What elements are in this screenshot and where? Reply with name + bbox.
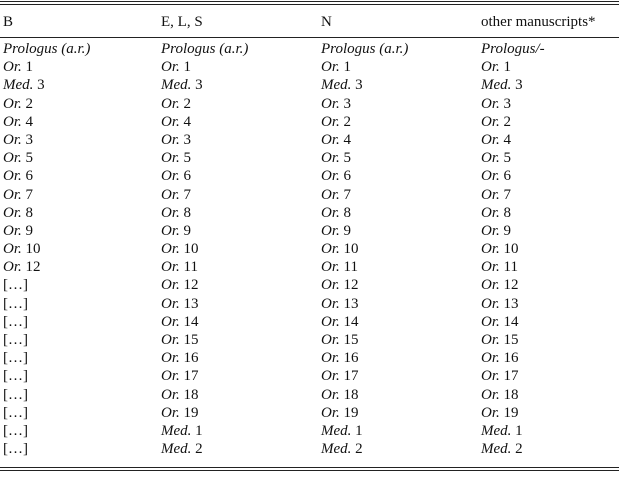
cell-number: 17 (183, 368, 199, 385)
cell-number: 9 (343, 222, 352, 239)
cell-label: […] (3, 422, 28, 439)
table-cell (161, 40, 248, 58)
cell-label: Or. (481, 131, 500, 148)
cell-label: […] (3, 350, 28, 367)
cell-label: Or. (481, 277, 500, 294)
cell-label: Or. (321, 277, 340, 294)
table-row (0, 40, 619, 58)
table-cell (3, 295, 28, 313)
header-row (0, 14, 619, 34)
table-cell (481, 331, 519, 349)
cell-label: Med. (161, 422, 192, 439)
top-rule-1 (0, 1, 619, 2)
cell-number: 13 (343, 295, 359, 312)
header-n: N (321, 14, 332, 30)
cell-number: 14 (503, 313, 519, 330)
table-row (0, 276, 619, 294)
cell-label: Prologus (a.r.) (3, 41, 91, 57)
cell-label: Or. (481, 386, 500, 403)
cell-label: Or. (321, 386, 340, 403)
cell-number: 4 (183, 113, 192, 130)
table-cell (321, 186, 351, 204)
cell-number: 5 (183, 150, 192, 167)
table-cell (481, 186, 511, 204)
cell-label: Or. (481, 368, 500, 385)
table-cell (3, 40, 90, 58)
table-cell (481, 222, 511, 240)
cell-label: Or. (3, 113, 22, 130)
cell-label: Or. (3, 186, 22, 203)
table-cell (481, 440, 523, 458)
cell-label: Or. (321, 368, 340, 385)
table-row (0, 113, 619, 131)
table-row (0, 76, 619, 94)
table-row (0, 331, 619, 349)
table-cell (3, 240, 41, 258)
cell-number: 2 (515, 441, 523, 458)
cell-number: 5 (25, 150, 34, 167)
cell-label: Or. (161, 131, 180, 148)
table-cell (161, 149, 191, 167)
cell-label: Or. (321, 241, 340, 258)
cell-number: 10 (25, 241, 41, 258)
table-cell (321, 95, 351, 113)
header-b: B (3, 14, 14, 30)
cell-number: 5 (343, 150, 352, 167)
cell-label: Or. (321, 150, 340, 167)
cell-label: Or. (321, 332, 340, 348)
cell-number: 4 (503, 131, 512, 148)
table-cell (321, 295, 359, 313)
cell-number: 16 (183, 350, 199, 367)
table-row (0, 422, 619, 440)
cell-number: 9 (183, 222, 192, 239)
cell-number: 12 (25, 259, 41, 276)
table-row (0, 258, 619, 276)
cell-number: 10 (343, 241, 359, 258)
table-cell (321, 40, 408, 58)
table-cell (481, 167, 511, 185)
cell-label: Or. (161, 204, 180, 221)
table-cell (321, 222, 351, 240)
table-cell (161, 331, 199, 349)
cell-label: Or. (321, 204, 340, 221)
table-cell (321, 167, 351, 185)
cell-label: Or. (481, 332, 500, 348)
cell-label: Med. (161, 441, 192, 458)
cell-label: Med. (3, 77, 34, 94)
cell-number: 11 (183, 259, 198, 276)
cell-number: 1 (503, 59, 512, 76)
cell-label: Med. (481, 422, 512, 439)
table-cell (3, 113, 33, 131)
cell-label: Or. (161, 150, 180, 167)
table-cell (3, 276, 28, 294)
table-cell (3, 131, 33, 149)
cell-label: Prologus (a.r.) (161, 41, 249, 57)
table-cell (321, 58, 351, 76)
cell-number: 7 (343, 186, 352, 203)
table-cell (3, 149, 33, 167)
table-cell (3, 222, 33, 240)
cell-number: 8 (25, 204, 34, 221)
cell-number: 8 (343, 204, 352, 221)
table-cell (481, 276, 519, 294)
header-other-manuscripts: other manuscripts* (481, 14, 596, 30)
cell-number: 12 (343, 277, 359, 294)
table-row (0, 240, 619, 258)
cell-number: 3 (503, 95, 512, 112)
cell-number: 16 (503, 350, 519, 367)
table-cell (161, 186, 191, 204)
table-row (0, 386, 619, 404)
table-cell (3, 404, 28, 422)
table-cell (321, 276, 359, 294)
table-cell (481, 386, 519, 404)
cell-label: Or. (3, 222, 22, 239)
table-cell (161, 295, 199, 313)
top-rule-2 (0, 4, 619, 5)
table-cell (161, 386, 199, 404)
table-cell (481, 367, 519, 385)
table-cell (3, 167, 33, 185)
table-cell (3, 58, 33, 76)
cell-label: Or. (161, 386, 180, 403)
cell-label: Or. (481, 313, 500, 330)
cell-number: 3 (343, 95, 352, 112)
cell-label: Med. (321, 77, 352, 94)
table-cell (481, 131, 511, 149)
cell-label: Or. (161, 368, 180, 385)
table-cell (3, 440, 28, 458)
cell-label: Or. (321, 295, 340, 312)
cell-label: Or. (161, 332, 180, 348)
table-row (0, 367, 619, 385)
table-cell (161, 258, 198, 276)
cell-number: 1 (355, 422, 363, 439)
cell-label: Or. (161, 259, 180, 276)
cell-label: Or. (161, 241, 180, 258)
table-cell (481, 95, 511, 113)
table-cell (321, 331, 359, 349)
cell-label: Or. (481, 59, 500, 76)
cell-number: 15 (343, 332, 359, 348)
cell-label: Or. (481, 204, 500, 221)
cell-number: 4 (343, 131, 352, 148)
table-cell (481, 240, 519, 258)
cell-number: 10 (503, 241, 519, 258)
cell-label: Or. (3, 59, 22, 76)
cell-number: 1 (343, 59, 352, 76)
table-cell (321, 149, 351, 167)
cell-label: […] (3, 313, 28, 330)
cell-label: […] (3, 332, 28, 348)
table-cell (321, 386, 359, 404)
cell-label: Or. (481, 295, 500, 312)
table-cell (321, 240, 359, 258)
cell-label: Or. (3, 150, 22, 167)
cell-number: 10 (183, 241, 199, 258)
header-rule (0, 37, 619, 38)
bottom-rule-2 (0, 470, 619, 471)
table-cell (321, 204, 351, 222)
table-row (0, 204, 619, 222)
cell-number: 6 (343, 168, 352, 185)
table-cell (321, 367, 359, 385)
table-cell (161, 240, 199, 258)
cell-number: 3 (515, 77, 523, 94)
cell-number: 1 (25, 59, 34, 76)
cell-label: Or. (3, 241, 22, 258)
cell-number: 2 (25, 95, 34, 112)
table-cell (481, 204, 511, 222)
cell-number: 19 (183, 404, 199, 421)
cell-number: 15 (183, 332, 199, 348)
cell-label: Or. (481, 150, 500, 167)
table-row (0, 313, 619, 331)
cell-label: Or. (321, 404, 340, 421)
cell-number: 16 (343, 350, 359, 367)
cell-label: Or. (3, 259, 22, 276)
table-cell (481, 404, 519, 422)
cell-label: Or. (481, 95, 500, 112)
cell-number: 13 (503, 295, 519, 312)
cell-number: 17 (503, 368, 519, 385)
table-cell (161, 440, 203, 458)
cell-label: Or. (321, 95, 340, 112)
table-cell (3, 386, 28, 404)
table-cell (161, 204, 191, 222)
table-cell (3, 186, 33, 204)
cell-number: 18 (343, 386, 359, 403)
cell-label: Or. (321, 222, 340, 239)
cell-number: 8 (183, 204, 192, 221)
table-cell (321, 440, 363, 458)
cell-label: Or. (321, 186, 340, 203)
table-cell (321, 76, 363, 94)
cell-label: Or. (161, 186, 180, 203)
table-cell (161, 404, 199, 422)
table-cell (481, 113, 511, 131)
table-cell (161, 167, 191, 185)
table-cell (3, 422, 28, 440)
table-row (0, 186, 619, 204)
cell-label: Or. (321, 168, 340, 185)
table-cell (161, 349, 199, 367)
cell-label: Or. (321, 113, 340, 130)
cell-label: Med. (321, 441, 352, 458)
table-cell (3, 331, 28, 349)
cell-label: Or. (321, 59, 340, 76)
cell-number: 9 (25, 222, 34, 239)
table-row (0, 349, 619, 367)
table-cell (321, 131, 351, 149)
cell-number: 7 (183, 186, 192, 203)
table-body (0, 40, 619, 458)
cell-number: 19 (503, 404, 519, 421)
cell-number: 7 (25, 186, 34, 203)
cell-number: 7 (503, 186, 512, 203)
table-cell (321, 404, 359, 422)
cell-label: Or. (481, 404, 500, 421)
table-cell (161, 76, 203, 94)
cell-number: 2 (503, 113, 512, 130)
table-cell (3, 367, 28, 385)
table-cell (321, 349, 359, 367)
table-cell (3, 95, 33, 113)
cell-number: 4 (25, 113, 34, 130)
cell-label: Or. (161, 59, 180, 76)
cell-number: 2 (195, 441, 203, 458)
cell-label: Or. (161, 313, 180, 330)
table-cell (161, 276, 199, 294)
table-row (0, 149, 619, 167)
cell-number: 19 (343, 404, 359, 421)
cell-label: Or. (161, 168, 180, 185)
cell-label: Med. (161, 77, 192, 94)
cell-number: 1 (515, 422, 523, 439)
cell-number: 2 (355, 441, 363, 458)
cell-number: 11 (343, 259, 358, 276)
table-cell (481, 295, 519, 313)
table-cell (321, 113, 351, 131)
cell-label: Med. (481, 77, 512, 94)
cell-label: Prologus/- (481, 41, 545, 57)
table-row (0, 95, 619, 113)
cell-label: […] (3, 368, 28, 385)
cell-number: 5 (503, 150, 512, 167)
table-cell (481, 422, 523, 440)
cell-label: Med. (321, 422, 352, 439)
cell-number: 18 (503, 386, 519, 403)
cell-number: 6 (25, 168, 34, 185)
cell-number: 3 (183, 131, 192, 148)
table-cell (3, 349, 28, 367)
table-row (0, 167, 619, 185)
cell-label: Or. (321, 350, 340, 367)
cell-label: Or. (481, 350, 500, 367)
cell-label: […] (3, 386, 28, 403)
table-cell (3, 76, 45, 94)
cell-number: 2 (183, 95, 192, 112)
cell-number: 6 (503, 168, 512, 185)
table-cell (321, 258, 358, 276)
cell-number: 18 (183, 386, 199, 403)
table-cell (481, 258, 518, 276)
cell-label: […] (3, 295, 28, 312)
cell-label: Or. (481, 186, 500, 203)
cell-number: 8 (503, 204, 512, 221)
cell-label: Or. (3, 95, 22, 112)
table-cell (481, 349, 519, 367)
table-cell (3, 258, 41, 276)
cell-number: 6 (183, 168, 192, 185)
table-row (0, 440, 619, 458)
cell-label: Or. (161, 295, 180, 312)
cell-label: Or. (321, 259, 340, 276)
cell-label: Prologus (a.r.) (321, 41, 409, 57)
table-cell (3, 204, 33, 222)
cell-number: 3 (355, 77, 363, 94)
table-cell (161, 422, 203, 440)
cell-number: 3 (195, 77, 203, 94)
cell-label: […] (3, 404, 28, 421)
cell-number: 12 (183, 277, 199, 294)
table-cell (161, 222, 191, 240)
table-cell (161, 367, 199, 385)
cell-label: Or. (3, 204, 22, 221)
cell-number: 2 (343, 113, 352, 130)
cell-number: 12 (503, 277, 519, 294)
table-cell (3, 313, 28, 331)
cell-label: Or. (161, 277, 180, 294)
table-row (0, 131, 619, 149)
cell-number: 1 (195, 422, 203, 439)
cell-number: 13 (183, 295, 199, 312)
table-row (0, 404, 619, 422)
table-cell (481, 58, 511, 76)
cell-label: Or. (161, 222, 180, 239)
cell-label: Or. (3, 131, 22, 148)
table-cell (481, 313, 519, 331)
cell-number: 14 (183, 313, 199, 330)
cell-label: Med. (481, 441, 512, 458)
cell-number: 3 (37, 77, 45, 94)
cell-label: Or. (481, 241, 500, 258)
cell-label: Or. (481, 168, 500, 185)
cell-number: 9 (503, 222, 512, 239)
table-cell (161, 131, 191, 149)
bottom-rule-1 (0, 467, 619, 468)
table-cell (481, 149, 511, 167)
cell-number: 3 (25, 131, 34, 148)
table-cell (481, 40, 545, 58)
cell-number: 15 (503, 332, 519, 348)
table-cell (161, 313, 199, 331)
table-cell (321, 422, 363, 440)
cell-label: Or. (481, 222, 500, 239)
cell-label: […] (3, 277, 28, 294)
cell-label: Or. (481, 259, 500, 276)
header-els: E, L, S (161, 14, 203, 30)
table-row (0, 295, 619, 313)
cell-label: Or. (481, 113, 500, 130)
table-cell (161, 58, 191, 76)
cell-label: Or. (321, 131, 340, 148)
table-cell (161, 95, 191, 113)
cell-label: Or. (3, 168, 22, 185)
table-row (0, 58, 619, 76)
table-cell (321, 313, 359, 331)
cell-number: 11 (503, 259, 518, 276)
cell-label: Or. (161, 404, 180, 421)
cell-label: Or. (161, 113, 180, 130)
cell-number: 17 (343, 368, 359, 385)
table-cell (481, 76, 523, 94)
cell-number: 1 (183, 59, 192, 76)
table-cell (161, 113, 191, 131)
cell-label: Or. (161, 350, 180, 367)
cell-label: Or. (161, 95, 180, 112)
cell-label: […] (3, 441, 28, 458)
cell-number: 14 (343, 313, 359, 330)
cell-label: Or. (321, 313, 340, 330)
table-row (0, 222, 619, 240)
